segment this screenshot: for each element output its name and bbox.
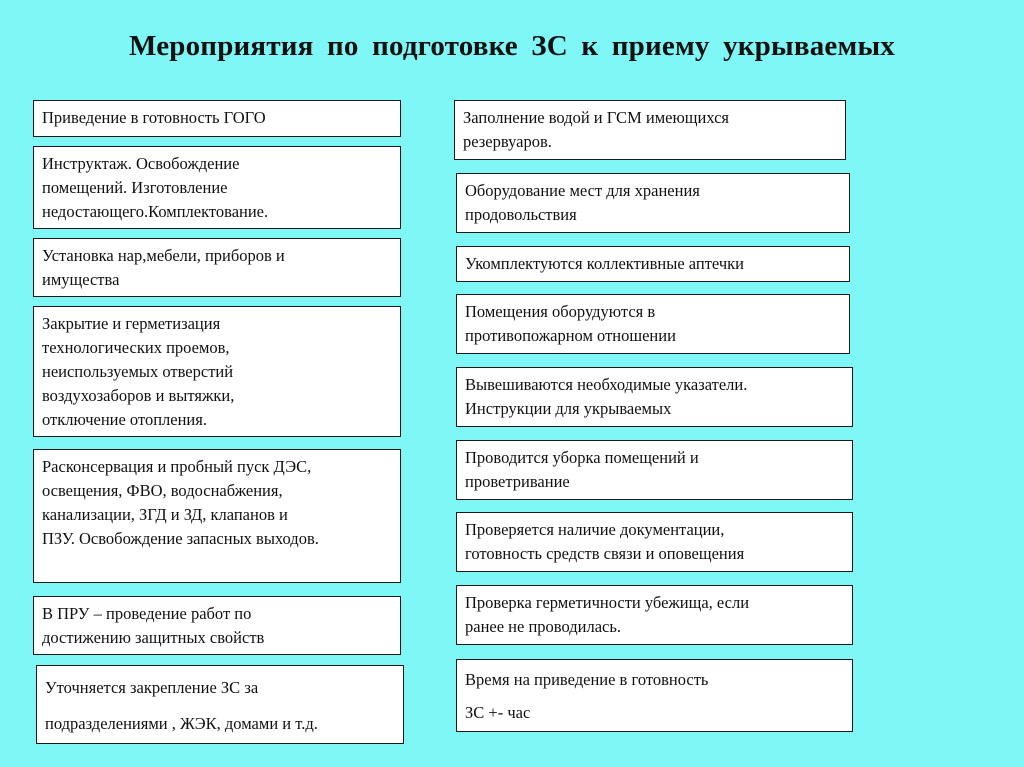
right-item-7: Проверяется наличие документации, готовность средств связи и оповещения <box>456 512 853 572</box>
left-item-5: Расконсервация и пробный пуск ДЭС, освещения, ФВО, водоснабжения, канализации, ЗГД и ЗД, клапанов и ПЗУ. Освобождение запасных выходов. <box>33 449 401 583</box>
right-item-2: Оборудование мест для хранения продовольствия <box>456 173 850 233</box>
page-title: Мероприятия по подготовке ЗС к приему укрываемых <box>129 30 895 62</box>
right-item-4: Помещения оборудуются в противопожарном отношении <box>456 294 850 354</box>
left-item-4: Закрытие и герметизация технологических проемов, неиспользуемых отверстий воздухозаборов и вытяжки, отключение отопления. <box>33 306 401 437</box>
right-item-8: Проверка герметичности убежища, если ранее не проводилась. <box>456 585 853 645</box>
left-item-2: Инструктаж. Освобождение помещений. Изготовление недостающего.Комплектование. <box>33 146 401 229</box>
left-item-6: В ПРУ – проведение работ по достижению защитных свойств <box>33 596 401 655</box>
left-item-7: Уточняется закрепление ЗС за подразделениями , ЖЭК, домами и т.д. <box>36 665 404 744</box>
right-item-6: Проводится уборка помещений и проветривание <box>456 440 853 500</box>
left-item-3: Установка нар,мебели, приборов и имущества <box>33 238 401 297</box>
right-item-1: Заполнение водой и ГСМ имеющихся резервуаров. <box>454 100 846 160</box>
right-item-9: Время на приведение в готовность ЗС +- час <box>456 659 853 732</box>
right-item-5: Вывешиваются необходимые указатели. Инструкции для укрываемых <box>456 367 853 427</box>
left-item-1: Приведение в готовность ГОГО <box>33 100 401 137</box>
right-item-3: Укомплектуются коллективные аптечки <box>456 246 850 282</box>
